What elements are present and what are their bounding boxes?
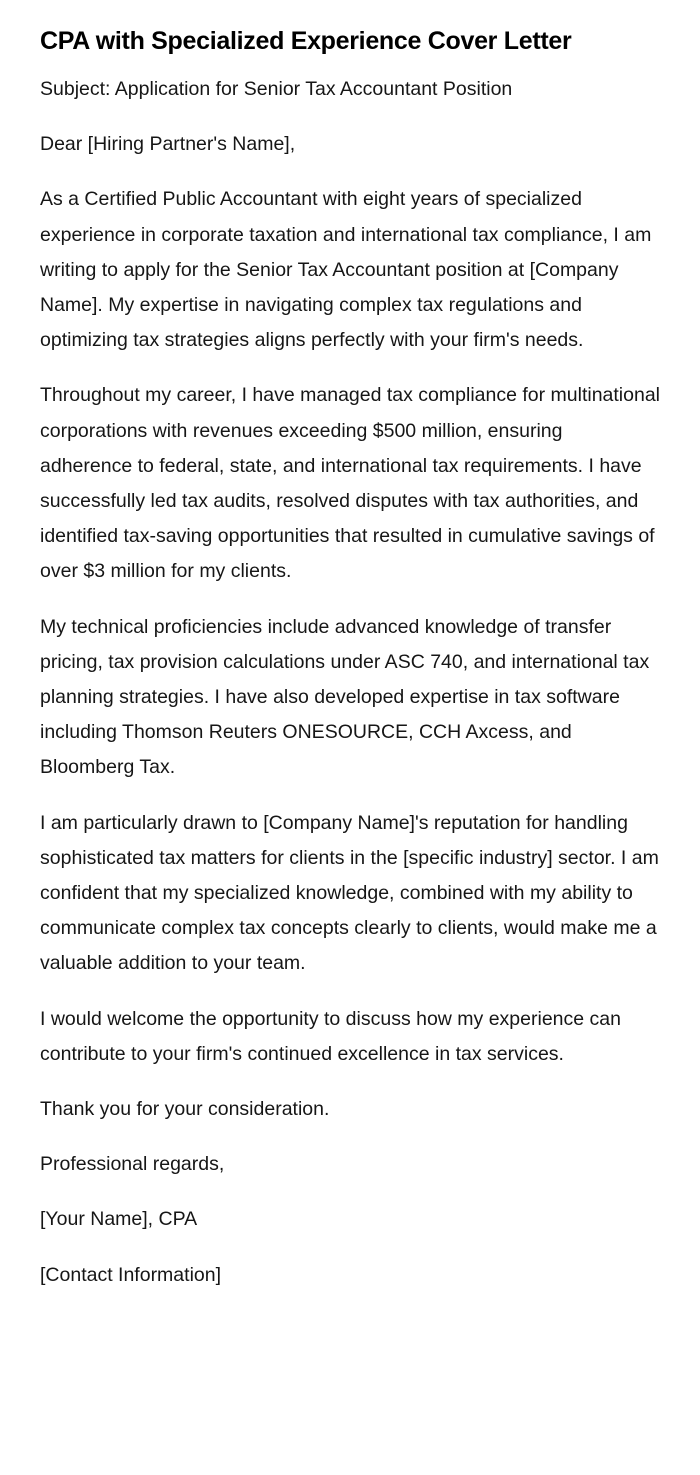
subject-line: Subject: Application for Senior Tax Accountant Position bbox=[40, 78, 513, 100]
contact-line: [Contact Information] bbox=[40, 1263, 222, 1286]
body-paragraph-1: As a Certified Public Accountant with eight years of specialized experience in corporate taxation and international tax compliance, I am writing to apply for the Senior Tax Accountant position at [Company Name]. My expertise in navigating complex tax regulations and optimizing tax strategies aligns perfectly with your firm's needs. bbox=[40, 188, 652, 352]
body-paragraph-3: My technical proficiencies include advanced knowledge of transfer pricing, tax provision calculations under ASC 740, and international tax planning strategies. I have also developed expertise in tax software including Thomson Reuters ONESOURCE, CCH Axcess, and Bloomberg Tax. bbox=[40, 615, 650, 779]
thanks-line: Thank you for your consideration. bbox=[40, 1098, 330, 1121]
body-paragraph-4: I am particularly drawn to [Company Name]'s reputation for handling sophisticated tax matters for clients in the [specific industry] sector. I am confident that my specialized knowledge, combined with my ability to communicate complex tax concepts clearly to clients, would make me a valuable addition to your team. bbox=[40, 811, 659, 975]
closing-line: Professional regards, bbox=[40, 1153, 225, 1176]
body-paragraph-5: I would welcome the opportunity to discuss how my experience can contribute to your firm's continued excellence in tax services. bbox=[40, 1007, 621, 1065]
signature-line: [Your Name], CPA bbox=[40, 1208, 198, 1231]
salutation: Dear [Hiring Partner's Name], bbox=[40, 133, 296, 156]
document-title: CPA with Specialized Experience Cover Letter bbox=[40, 27, 572, 55]
body-paragraph-2: Throughout my career, I have managed tax compliance for multinational corporations with revenues exceeding $500 million, ensuring adherence to federal, state, and international tax requirements. I have successfully led tax audits, resolved disputes with tax authorities, and identified tax-saving opportunities that resulted in cumulative savings of over $3 million for my clients. bbox=[40, 384, 661, 583]
